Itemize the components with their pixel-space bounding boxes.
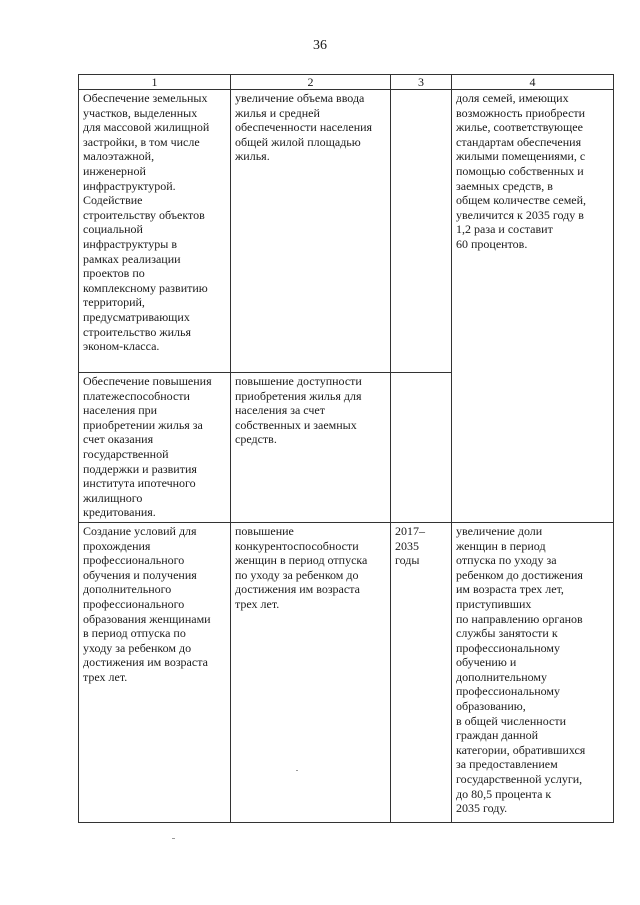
cell-text: доля семей, имеющих возможность приобрести жилье, соответствующее стандартам обеспечения жилыми помещениями, с помощью собственных и заемных средств, в общем количестве семей, увеличится к 2035 году в 1,2 раза и составит 60 процентов. <box>456 91 587 251</box>
column-header-1: 1 <box>79 75 231 90</box>
cell-text: Обеспечение повышения платежеспособности населения при приобретении жилья за счет оказания государственной поддержки и развития института ипотечного жилищного кредитования. <box>83 374 212 520</box>
scan-speck <box>172 838 175 839</box>
table-cell-merged <box>452 90 614 523</box>
table-cell <box>391 90 452 373</box>
scan-speck <box>296 770 298 771</box>
table-row <box>79 522 614 822</box>
column-header-3: 3 <box>391 75 452 90</box>
table-header-row <box>79 75 614 90</box>
page-number: 36 <box>313 38 327 53</box>
document-table <box>78 74 614 823</box>
cell-text: 2017– 2035 годы <box>395 523 425 568</box>
cell-text: повышение конкурентоспособности женщин в период отпуска по уходу за ребенком до достижения им возраста трех лет. <box>235 523 368 611</box>
cell-text: увеличение объема ввода жилья и средней обеспеченности населения общей жилой площадью жилья. <box>235 91 373 164</box>
column-header-2: 2 <box>231 75 391 90</box>
table-cell <box>231 90 391 373</box>
table-row <box>79 90 614 373</box>
table-cell <box>79 522 231 822</box>
table-cell <box>452 522 614 822</box>
table-cell <box>391 373 452 523</box>
column-header-4: 4 <box>452 75 614 90</box>
table-cell <box>231 522 391 822</box>
table-cell <box>231 373 391 523</box>
cell-text: увеличение доли женщин в период отпуска по уходу за ребенком до достижения им возраста трех лет, приступивших по направлению органов службы занятости к профессиональному обучению и дополнительному профессиональному образованию, в общей численности граждан данной категории, обратившихся за предоставлением государственной услуги, до 80,5 процента к 2035 году. <box>456 523 586 816</box>
table-cell <box>79 90 231 373</box>
cell-text: Создание условий для прохождения профессионального обучения и получения дополнительного профессионального образования женщинами в период отпуска по уходу за ребенком до достижения им возраста трех лет. <box>83 523 211 684</box>
table-cell <box>391 522 452 822</box>
cell-text: повышение доступности приобретения жилья для населения за счет собственных и заемных средств. <box>235 374 362 447</box>
cell-text: Обеспечение земельных участков, выделенных для массовой жилищной застройки, в том числе малоэтажной, инженерной инфраструктурой. Содействие строительству объектов социальной инфраструктуры в рамках реализации проектов по комплексному развитию территорий, предусматривающих строительство жилья эконом-класса. <box>83 91 210 354</box>
table-cell <box>79 373 231 523</box>
